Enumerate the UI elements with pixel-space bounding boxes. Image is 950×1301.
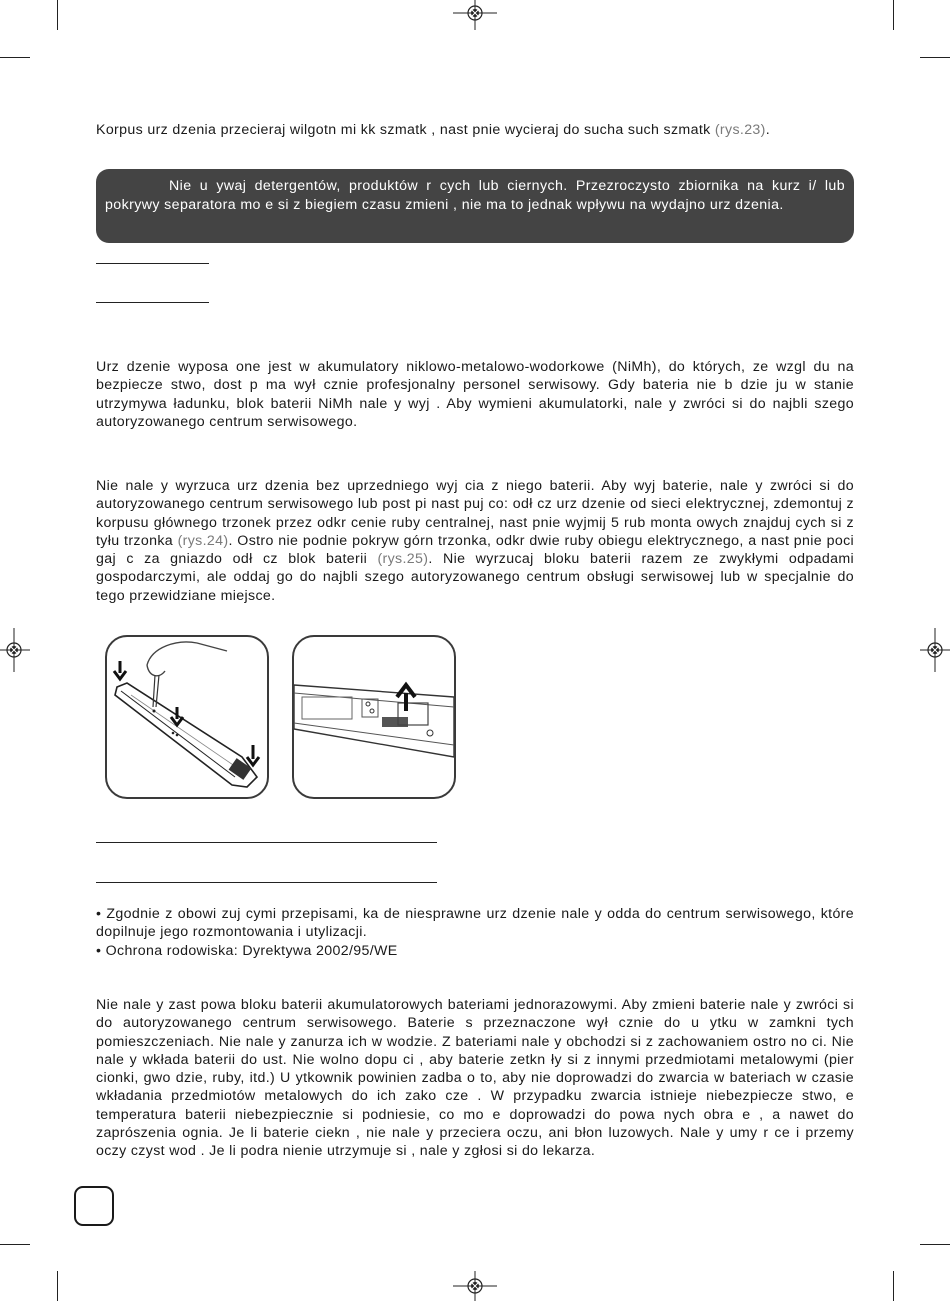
crop-mark [0, 57, 30, 58]
warning-box [96, 169, 854, 243]
registration-mark-right [920, 628, 950, 672]
section-divider [96, 302, 209, 303]
maintenance-paragraph [96, 121, 854, 139]
figure-reference-25: (rys.25) [377, 551, 429, 568]
battery-info-paragraph: Urz dzenie wyposa one jest w akumulatory niklowo-metalowo-wodorkowe (NiMh), do których, ze wzgl du na bezpiecze stwo, dost p ma wył cznie profesjonalny personel serwisowy. Gdy bateria nie b dzie ju w stanie utrzymywa ładunku, blok baterii NiMh nale y wyj . Aby wymieni akumulatorki, nale y zwróci si do najbli szego autoryzowanego centrum serwisowego. [96, 359, 854, 430]
registration-mark-top [453, 0, 497, 30]
maintenance-text: Korpus urz dzenia przecieraj wilgotn mi kk szmatk , nast pnie wycieraj do sucha such szmatk [96, 122, 711, 138]
crop-mark [893, 0, 894, 30]
battery-safety-paragraph: Nie nale y zast powa bloku baterii akumulatorowych bateriami jednorazowymi. Aby zmieni baterie nale y zwróci si do autoryzowanego centrum serwisowego. Baterie s przeznaczone wył cznie do u ytku w zamkni tych pomieszczeniach. Nie nale y zanurza ich w wodzie. Z bateriami nale y obchodzi si z zachowaniem ostro no ci. Nie nale y wkłada baterii do ust. Nie wolno dopu ci , aby baterie zetkn ły si z innymi przedmiotami metalowymi (pier cionki, gwo dzie, ruby, itd.) U ytkownik powinien zadba o to, aby nie doprowadzi do zwarcia w bateriach w czasie wkładania przedmiotów metalowych do ich zako cze . W przypadku zwarcia istnieje niebezpiecze stwo, e temperatura baterii niebezpiecznie si podniesie, co mo e doprowadzi do powa nych obra e , a nawet do zaprószenia ognia. Je li baterie ciekn , nie nale y przeciera oczu, ani błon luzowych. Nale y umy r ce i przemy oczy czyst wod . Je li podra nienie utrzymuje si , nale y zgłosi si do lekarza. [96, 997, 854, 1160]
registration-mark-bottom [453, 1271, 497, 1301]
page-number-box [74, 1186, 114, 1226]
figure-reference-23: (rys.23) [714, 122, 766, 138]
section-divider [96, 263, 209, 264]
section-divider [96, 842, 437, 843]
disposal-text-2: . Ostro nie podnie pokryw górn trzonka, odkr dwie ruby obiegu elektrycznego, a nast pnie poci gaj c za gniazdo odł cz blok baterii [96, 532, 855, 568]
crop-mark [57, 1271, 58, 1301]
environment-bullet-2: • Ochrona rodowiska: Dyrektywa 2002/95/WE [96, 942, 398, 959]
maintenance-text-end: . [765, 122, 771, 138]
environment-section [96, 905, 854, 960]
registration-mark-left [0, 628, 30, 672]
crop-mark [920, 1244, 950, 1245]
warning-paragraph [105, 177, 845, 215]
figure-24-illustration [105, 635, 269, 799]
environment-bullet-1: • Zgodnie z obowi zuj cymi przepisami, ka de niesprawne urz dzenie nale y odda do centrum serwisowego, które dopilnuje jego rozmontowania i utylizacji. [96, 906, 854, 941]
disposal-text-3: . Nie wyrzucaj bloku baterii razem ze zwykłymi odpadami gospodarczymi, ale oddaj go do najbli szego autoryzowanego centrum obsługi serwisowej lub w specjalnie do tego przewidziane miejsce. [96, 551, 855, 604]
crop-mark [57, 0, 58, 30]
figure-reference-24: (rys.24) [177, 532, 229, 549]
disposal-text-1: Nie nale y wyrzuca urz dzenia bez uprzedniego wyj cia z niego baterii. Aby wyj baterie, nale y zwróci si do autoryzowanego centrum serwisowego lub post pi nast puj co: odł cz urz dzenie od sieci elektrycznej, zdemontuj z korpusu głównego trzonek przez odkr cenie ruby centralnej, nast pnie wyjmij 5 rub monta owych znajduj cych si z tyłu trzonka [96, 478, 854, 549]
section-divider [96, 882, 437, 883]
figure-25-illustration [292, 635, 456, 799]
crop-mark [0, 1244, 30, 1245]
crop-mark [893, 1271, 894, 1301]
disposal-paragraph [96, 477, 854, 605]
warning-text: Nie u ywaj detergentów, produktów r cych lub ciernych. Przezroczysto zbiornika na kurz i/ lub pokrywy separatora mo e si z biegiem czasu zmieni , nie ma to jednak wpływu na wydajno urz dzenia. [105, 178, 845, 213]
crop-mark [920, 57, 950, 58]
